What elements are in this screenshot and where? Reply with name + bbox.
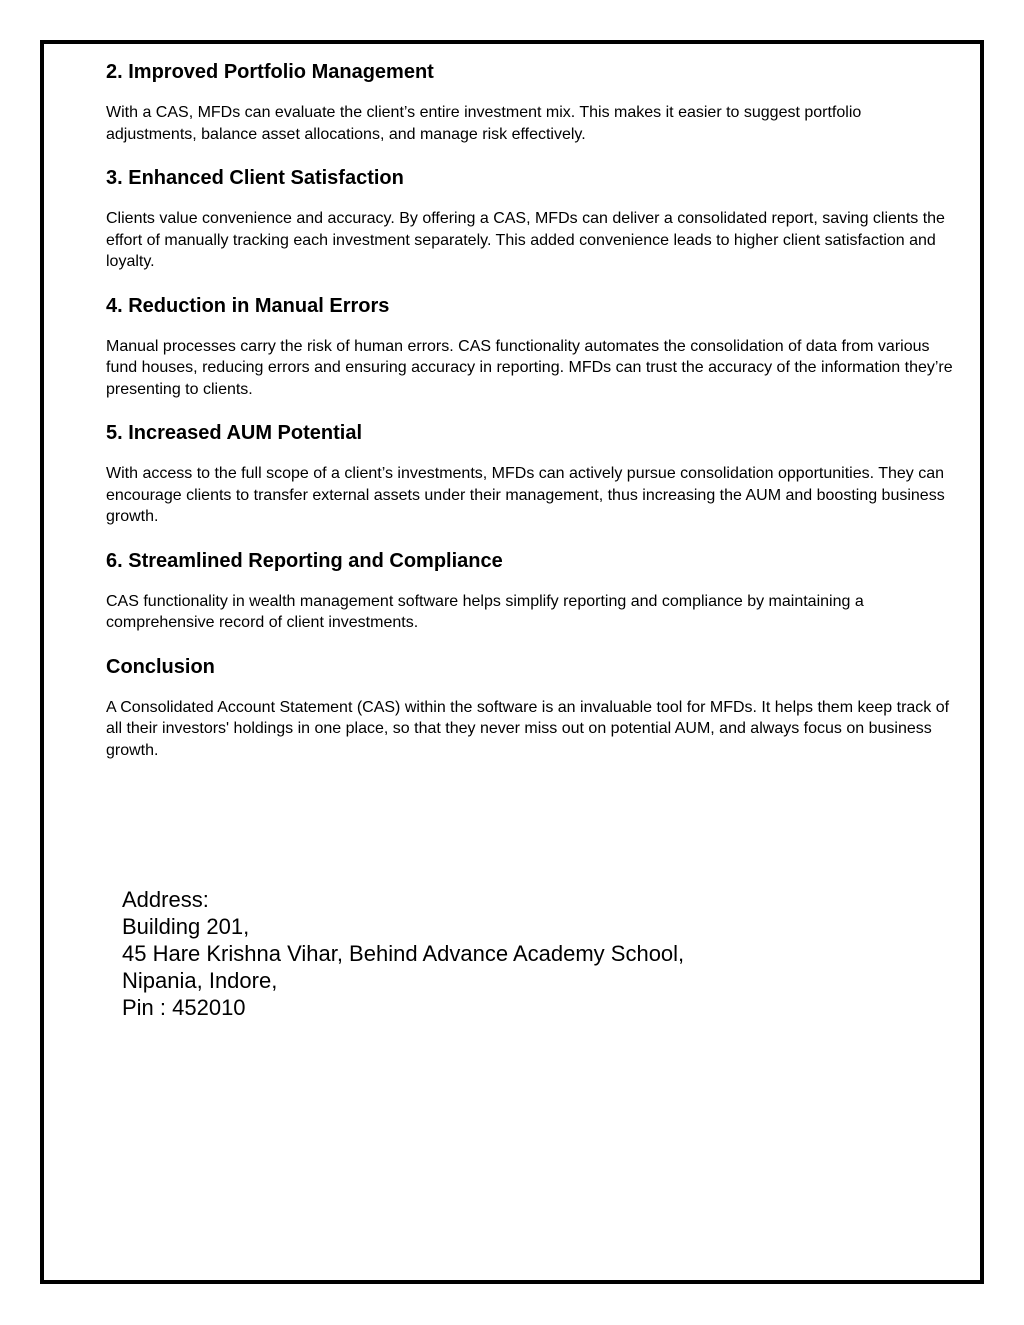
section-body: With access to the full scope of a client’s investments, MFDs can actively pursue consolidation opportunities. They can encourage clients to transfer external assets under their management, thus increasing the AUM and boosting business growth. <box>106 465 945 525</box>
section-manual-errors <box>106 294 956 401</box>
document-content <box>106 60 956 782</box>
address-line-pin: Pin : 452010 <box>122 995 246 1020</box>
section-heading: 5. Increased AUM Potential <box>106 422 362 444</box>
address-line-city: Nipania, Indore, <box>122 968 278 993</box>
section-heading: 6. Streamlined Reporting and Compliance <box>106 549 503 572</box>
section-body: With a CAS, MFDs can evaluate the client’s entire investment mix. This makes it easier to suggest portfolio adjustments, balance asset allocations, and manage risk effectively. <box>106 104 862 143</box>
section-body: CAS functionality in wealth management software helps simplify reporting and compliance by maintaining a comprehensive record of client investments. <box>106 592 864 631</box>
section-body: Manual processes carry the risk of human errors. CAS functionality automates the consolidation of data from various fund houses, reducing errors and ensuring accuracy in reporting. MFDs can trust the accuracy of the information they’re presenting to clients. <box>106 337 953 398</box>
section-aum-potential <box>106 421 956 528</box>
address-line-street: 45 Hare Krishna Vihar, Behind Advance Academy School, <box>122 941 685 966</box>
section-heading: 2. Improved Portfolio Management <box>106 61 434 83</box>
address-line-building: Building 201, <box>122 914 250 939</box>
address-block <box>122 886 684 1021</box>
section-client-satisfaction <box>106 166 956 273</box>
section-body: A Consolidated Account Statement (CAS) within the software is an invaluable tool for MFDs. It helps them keep track of all their investors' holdings in one place, so that they never miss out on potential AUM, and always focus on business growth. <box>106 698 950 759</box>
section-heading: Conclusion <box>106 655 215 678</box>
section-conclusion <box>106 655 956 762</box>
page-border-frame <box>40 40 984 1284</box>
section-heading: 4. Reduction in Manual Errors <box>106 294 390 317</box>
address-label: Address: <box>122 887 209 912</box>
section-body: Clients value convenience and accuracy. By offering a CAS, MFDs can deliver a consolidated report, saving clients the effort of manually tracking each investment separately. This added convenience leads to higher client satisfaction and loyalty. <box>106 210 945 270</box>
section-heading: 3. Enhanced Client Satisfaction <box>106 167 404 189</box>
section-reporting-compliance <box>106 549 956 634</box>
section-portfolio-management <box>106 60 956 145</box>
